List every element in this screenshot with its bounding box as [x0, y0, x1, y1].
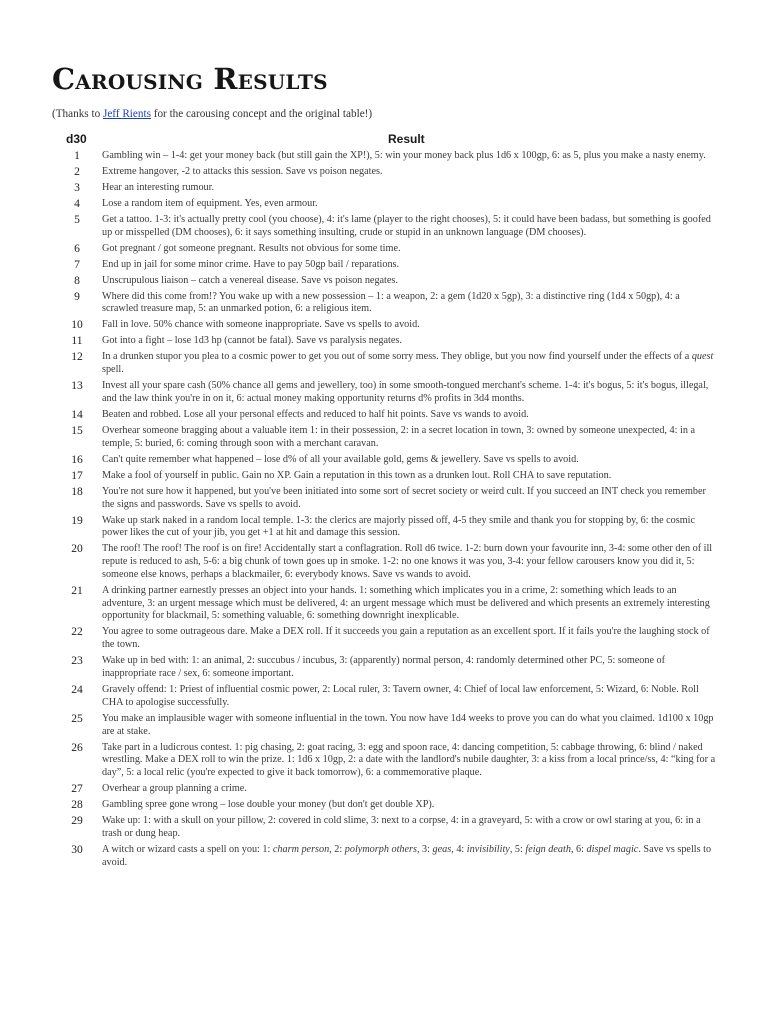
- row-number: 1: [74, 149, 80, 162]
- row-number: 23: [71, 654, 83, 668]
- row-result: Wake up: 1: with a skull on your pillow, 2: covered in cold slime, 3: next to a corpse, 4: in a graveyard, 5: with a crow or owl staring at you, 6: in a trash or dung heap.: [102, 815, 701, 839]
- row-result: [102, 350, 716, 377]
- row-result: You agree to some outrageous dare. Make a DEX roll. If it succeeds you gain a reputation as an excellent sport. If it fails you're the laughing stock of the town.: [102, 626, 710, 651]
- row-result: Can't quite remember what happened – lose d% of all your available gold, gems & jewellery. Save vs spells to avoid.: [102, 453, 579, 465]
- row-number: 14: [71, 407, 83, 421]
- table-row: [52, 165, 716, 179]
- row-number: 21: [71, 583, 83, 597]
- result-segment: , 3:: [416, 843, 433, 855]
- page-title: Carousing Results: [52, 62, 328, 96]
- result-segment: A witch or wizard casts a spell on you: 1:: [102, 843, 273, 855]
- row-number: 25: [71, 711, 83, 725]
- row-number: 2: [74, 164, 80, 178]
- row-number: 29: [71, 814, 83, 828]
- result-segment: , 4:: [451, 843, 467, 855]
- row-number: 7: [74, 257, 80, 271]
- table-row: [52, 485, 716, 512]
- table-row: [52, 408, 716, 422]
- table-row: [52, 350, 716, 377]
- row-result: Wake up in bed with: 1: an animal, 2: succubus / incubus, 3: (apparently) normal person, 4: randomly determined other PC, 5: someone of inappropriate race / sex, 6: someone important.: [102, 655, 666, 680]
- row-number: 8: [74, 273, 80, 287]
- row-result: Got pregnant / got someone pregnant. Results not obvious for some time.: [102, 242, 401, 254]
- row-result: Wake up stark naked in a random local temple. 1-3: the clerics are majorly pissed off, 4-5 they smile and thank you for stopping by, 6: the cosmic power likes the cut of your jib, you get +1 at hit and damage this session.: [102, 514, 696, 539]
- row-result: The roof! The roof! The roof is on fire! Accidentally start a conflagration. Roll d6 twice. 1-2: burn down your favourite inn, 3-4: some other den of ill repute is reduced to ash, 5-6: a big chunk of town goes up in smoke. 1-2: no one knows it was you, 3-4: your fellow carousers know you did it, 5: someone else knows, perhaps a blackmailer, 6: everybody knows. Save vs wands to avoid.: [102, 543, 713, 580]
- table-row: [52, 683, 716, 710]
- table-row: [52, 318, 716, 332]
- row-number: 10: [71, 318, 83, 332]
- table-row: [52, 242, 716, 256]
- result-segment: , 6:: [570, 843, 587, 855]
- table-row: [52, 843, 716, 870]
- table-row: [52, 542, 716, 581]
- row-number: 3: [74, 180, 80, 194]
- row-result: Fall in love. 50% chance with someone inappropriate. Save vs spells to avoid.: [102, 319, 420, 331]
- row-result: A drinking partner earnestly presses an object into your hands. 1: something which implicates you in a crime, 2: something which leads to an adventure, 3: an urgent message which must be delivered, 4: an urgent message which must be delivered and which presents an extremely interesting opportunity for blackmail, 5: something valuable, 6: something downright inexplicable.: [102, 584, 710, 622]
- intro-text: [52, 108, 372, 120]
- table-row: [52, 274, 716, 288]
- row-number: 15: [71, 423, 83, 437]
- table-row: [52, 584, 716, 623]
- row-number: 16: [71, 452, 83, 466]
- row-number: 5: [74, 212, 80, 226]
- row-result: You make an implausible wager with someone influential in the town. You now have 1d4 weeks to prove you can do what you claimed. 1d100 x 10gp are at stake.: [102, 712, 714, 737]
- row-number: 26: [71, 740, 83, 754]
- header-d30: d30: [66, 132, 87, 146]
- table-row: [52, 197, 716, 211]
- table-row: [52, 149, 716, 163]
- table-row: [52, 814, 716, 841]
- row-result: Invest all your spare cash (50% chance all gems and jewellery, too) in some smooth-tongued merchant's scheme. 1-4: it's bogus, 5: it's bogus, illegal, and the law think you're in on it, 6: actual money making opportunity returns d% profits in 3d4 months.: [102, 380, 709, 404]
- table-row: [52, 712, 716, 739]
- intro-suffix: for the carousing concept and the original table!): [150, 108, 373, 120]
- result-segment: spell.: [102, 364, 124, 376]
- row-result: Get a tattoo. 1-3: it's actually pretty cool (you choose), 4: it's lame (player to the right chooses), 5: it could have been badass, but something is goofed up or misspelled (DM chooses), 6: it says something insulting, crude or stupid in an unknown language (DM chooses).: [102, 213, 711, 238]
- row-number: 22: [71, 625, 83, 639]
- row-result: Make a fool of yourself in public. Gain no XP. Gain a reputation in this town as a drunken lout. Roll CHA to save reputation.: [102, 469, 612, 481]
- spell-name: geas: [432, 843, 452, 855]
- row-result: Where did this come from!? You wake up with a new possession – 1: a weapon, 2: a gem (1d20 x 5gp), 3: a distinctive ring (1d4 x 50gp), 4: a scrawled treasure map, 5: an unmarked potion, 6: a religious item.: [102, 290, 680, 315]
- table-row: [52, 625, 716, 652]
- result-segment: . Save vs spells to avoid.: [102, 843, 712, 868]
- row-number: 12: [71, 350, 83, 364]
- row-number: 17: [71, 468, 83, 482]
- row-result: Got into a fight – lose 1d3 hp (cannot be fatal). Save vs paralysis negates.: [102, 335, 402, 347]
- table-row: [52, 258, 716, 272]
- row-result: Gambling spree gone wrong – lose double your money (but don't get double XP).: [102, 799, 435, 811]
- row-result: Overhear a group planning a crime.: [102, 783, 247, 795]
- row-number: 11: [71, 334, 83, 348]
- table-row: [52, 334, 716, 348]
- row-result: Take part in a ludicrous contest. 1: pig chasing, 2: goat racing, 3: egg and spoon race, 4: dancing competition, 5: cabbage throwing, 6: blind / naked wrestling. Make a DEX roll to win the prize. 1: 1d6 x 10gp, 2: a date with the landlord's nubile daughter, 3: a kiss from a local prince/ss, 4: “king for a day”, 5: a local relic (you're expected to give it back tomorrow), 6: a commemorative plaque.: [102, 741, 716, 779]
- result-segment: , 5:: [509, 843, 526, 855]
- intro-prefix: (Thanks to: [52, 108, 103, 120]
- row-result: Beaten and robbed. Lose all your personal effects and reduced to half hit points. Save vs wands to avoid.: [102, 408, 529, 420]
- spell-name: invisibility: [466, 843, 510, 855]
- table-row: [52, 782, 716, 796]
- row-number: 4: [74, 196, 80, 210]
- row-number: 30: [71, 842, 83, 856]
- result-segment: In a drunken stupor you plea to a cosmic power to get you out of some sorry mess. They oblige, but you now find yourself under the effects of a: [102, 351, 692, 363]
- row-result: Overhear someone bragging about a valuable item 1: in their possession, 2: in a secret location in town, 3: owned by someone unexpected, 4: in a temple, 5: buried, 6: coming through soon with a merchant caravan.: [102, 424, 695, 449]
- table-row: [52, 453, 716, 467]
- row-result: Gambling win – 1-4: get your money back (but still gain the XP!), 5: win your money back plus 1d6 x 100gp, 6: as 5, plus you make a nasty enemy.: [102, 150, 706, 161]
- row-number: 19: [71, 513, 83, 527]
- row-number: 28: [71, 798, 83, 812]
- row-result: Gravely offend: 1: Priest of influential cosmic power, 2: Local ruler, 3: Tavern owner, 4: Chief of local law enforcement, 5: Wizard, 6: Noble. Roll CHA to apologise successfully.: [102, 684, 699, 708]
- row-result: End up in jail for some minor crime. Have to pay 50gp bail / reparations.: [102, 258, 400, 270]
- table-row: [52, 741, 716, 780]
- result-segment: , 2:: [329, 843, 345, 855]
- row-result: Hear an interesting rumour.: [102, 181, 215, 193]
- spell-name: polymorph others: [344, 843, 417, 855]
- table-row: [52, 469, 716, 483]
- table-row: [52, 290, 716, 317]
- row-result: You're not sure how it happened, but you've been initiated into some sort of secret society or weird cult. If you succeed an INT check you remember the signs and passwords. Save vs spells to avoid.: [102, 485, 706, 510]
- row-number: 18: [71, 484, 83, 498]
- row-number: 9: [74, 289, 80, 303]
- spell-name: feign death: [525, 843, 571, 855]
- row-result: [102, 843, 716, 870]
- table-row: [52, 181, 716, 195]
- row-result: Lose a random item of equipment. Yes, even armour.: [102, 197, 318, 209]
- results-table: [52, 149, 716, 872]
- result-segment: quest: [691, 351, 714, 363]
- row-number: 13: [71, 379, 83, 393]
- table-row: [52, 654, 716, 681]
- row-number: 24: [71, 683, 83, 696]
- jeff-rients-link[interactable]: Jeff Rients: [102, 108, 151, 120]
- header-result: Result: [388, 132, 425, 146]
- spell-name: charm person: [272, 843, 330, 855]
- table-row: [52, 213, 716, 240]
- table-row: [52, 798, 716, 812]
- table-row: [52, 514, 716, 541]
- spell-name: dispel magic: [586, 843, 639, 855]
- table-row: [52, 424, 716, 451]
- row-number: 27: [71, 782, 83, 796]
- row-number: 6: [74, 241, 80, 255]
- row-result: Unscrupulous liaison – catch a venereal disease. Save vs poison negates.: [102, 274, 398, 286]
- table-row: [52, 379, 716, 406]
- row-result: Extreme hangover, -2 to attacks this session. Save vs poison negates.: [102, 165, 383, 177]
- row-number: 20: [71, 542, 83, 556]
